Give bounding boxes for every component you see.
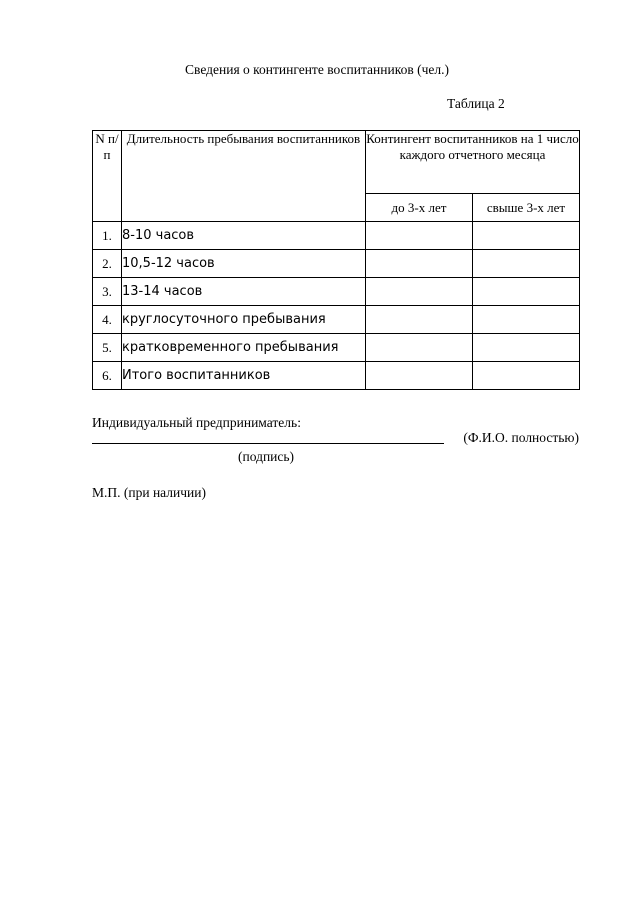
header-duration: Длительность пребывания воспитанников — [122, 131, 366, 222]
row-duration: Итого воспитанников — [122, 362, 366, 390]
row-duration: круглосуточного пребывания — [122, 306, 366, 334]
row-number: 5. — [93, 334, 122, 362]
header-over-3: свыше 3-х лет — [473, 194, 580, 222]
contingent-table — [92, 130, 580, 390]
signature-line[interactable] — [92, 430, 444, 444]
page-title: Сведения о контингенте воспитанников (чел.) — [185, 62, 449, 77]
signature-line-row — [92, 430, 579, 450]
row-number: 6. — [93, 362, 122, 390]
row-number: 2. — [93, 250, 122, 278]
cell-under-3[interactable] — [366, 250, 473, 278]
table-row — [93, 362, 580, 390]
row-number: 4. — [93, 306, 122, 334]
cell-under-3[interactable] — [366, 334, 473, 362]
table-row — [93, 278, 580, 306]
cell-over-3[interactable] — [473, 306, 580, 334]
cell-over-3[interactable] — [473, 250, 580, 278]
stamp-note: М.П. (при наличии) — [92, 485, 206, 500]
row-duration: 10,5-12 часов — [122, 250, 366, 278]
entrepreneur-label: Индивидуальный предприниматель: — [92, 415, 301, 430]
table-row — [93, 222, 580, 250]
header-contingent: Контингент воспитанников на 1 число каждого отчетного месяца — [366, 131, 580, 194]
cell-over-3[interactable] — [473, 278, 580, 306]
table-label: Таблица 2 — [447, 96, 505, 111]
row-number: 3. — [93, 278, 122, 306]
header-under-3: до 3-х лет — [366, 194, 473, 222]
cell-under-3[interactable] — [366, 306, 473, 334]
row-number: 1. — [93, 222, 122, 250]
row-duration: кратковременного пребывания — [122, 334, 366, 362]
table-row — [93, 250, 580, 278]
header-number: N п/п — [93, 131, 122, 222]
cell-under-3[interactable] — [366, 222, 473, 250]
row-duration: 13-14 часов — [122, 278, 366, 306]
table-row — [93, 334, 580, 362]
cell-over-3[interactable] — [473, 362, 580, 390]
cell-under-3[interactable] — [366, 362, 473, 390]
cell-over-3[interactable] — [473, 334, 580, 362]
table-row — [93, 306, 580, 334]
cell-over-3[interactable] — [473, 222, 580, 250]
signature-caption: (подпись) — [238, 449, 295, 464]
row-duration: 8-10 часов — [122, 222, 366, 250]
fio-label: (Ф.И.О. полностью) — [463, 430, 579, 445]
cell-under-3[interactable] — [366, 278, 473, 306]
